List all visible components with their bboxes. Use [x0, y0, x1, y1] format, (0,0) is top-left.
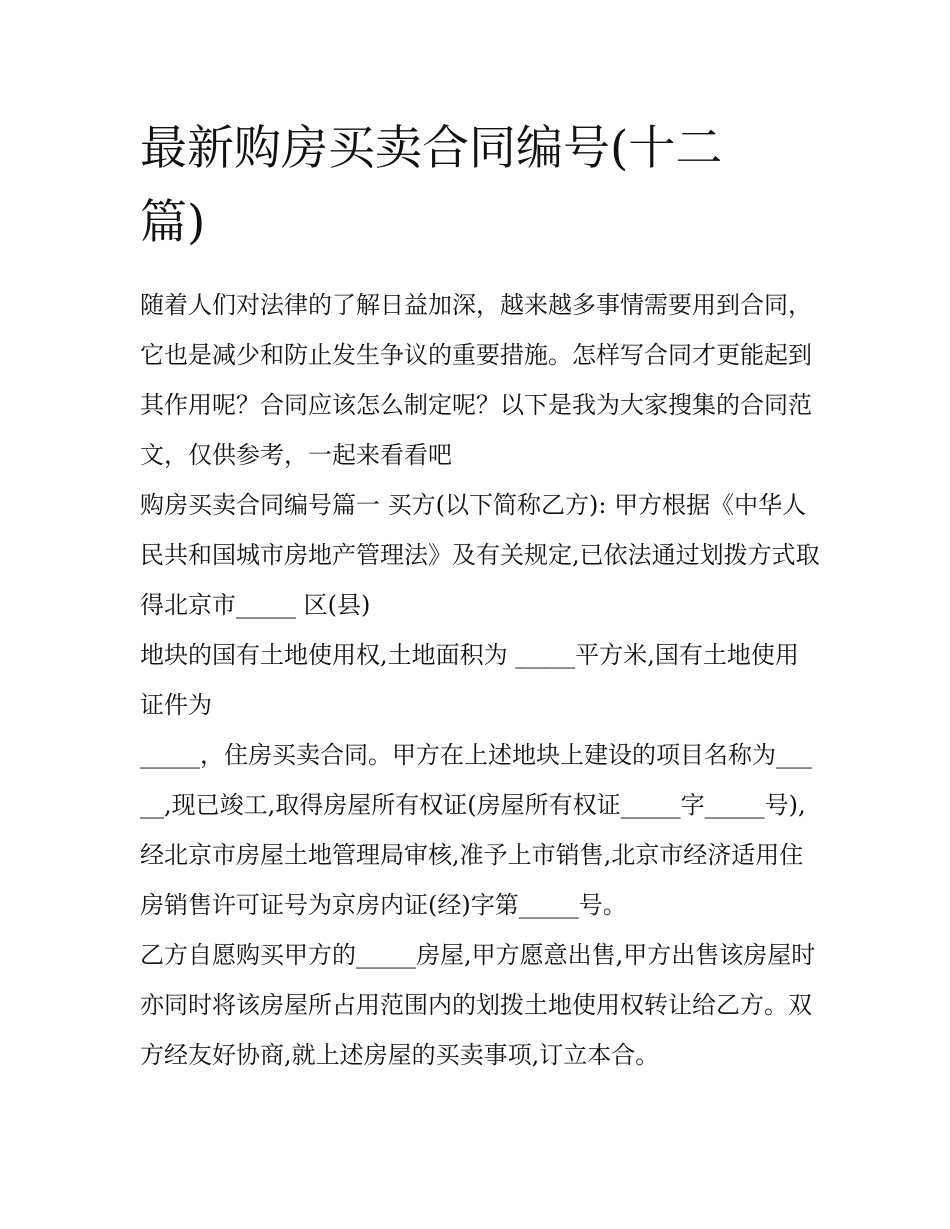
contract-paragraph-4: 乙方自愿购买甲方的_____房屋,甲方愿意出售,甲方出售该房屋时亦同时将该房屋所占用范围内的划拨土地使用权转让给乙方。双方经友好协商,就上述房屋的买卖事项,订立本合。	[140, 941, 816, 1069]
document-body	[140, 280, 820, 1080]
intro-paragraph: 随着人们对法律的了解日益加深，越来越多事情需要用到合同，它也是减少和防止发生争议的重要措施。怎样写合同才更能起到其作用呢？合同应该怎么制定呢？以下是我为大家搜集的合同范文，仅供参考，一起来看看吧	[140, 291, 812, 469]
contract-paragraph-2: 地块的国有土地使用权,土地面积为 _____平方米,国有土地使用证件为	[140, 641, 799, 719]
contract-paragraph-1: 购房买卖合同编号篇一 买方(以下简称乙方): 甲方根据《中华人民共和国城市房地产管理法》及有关规定,已依法通过划拨方式取得北京市_____ 区(县)	[140, 491, 820, 619]
document-title: 最新购房买卖合同编号(十二篇)	[140, 121, 723, 250]
contract-paragraph-3: _____，住房买卖合同。甲方在上述地块上建设的项目名称为_____,现已竣工,取得房屋所有权证(房屋所有权证_____字_____号),经北京市房屋土地管理局审核,准予上市销售,北京市经济适用住房销售许可证号为京房内证(经)字第_____号。	[140, 741, 812, 919]
